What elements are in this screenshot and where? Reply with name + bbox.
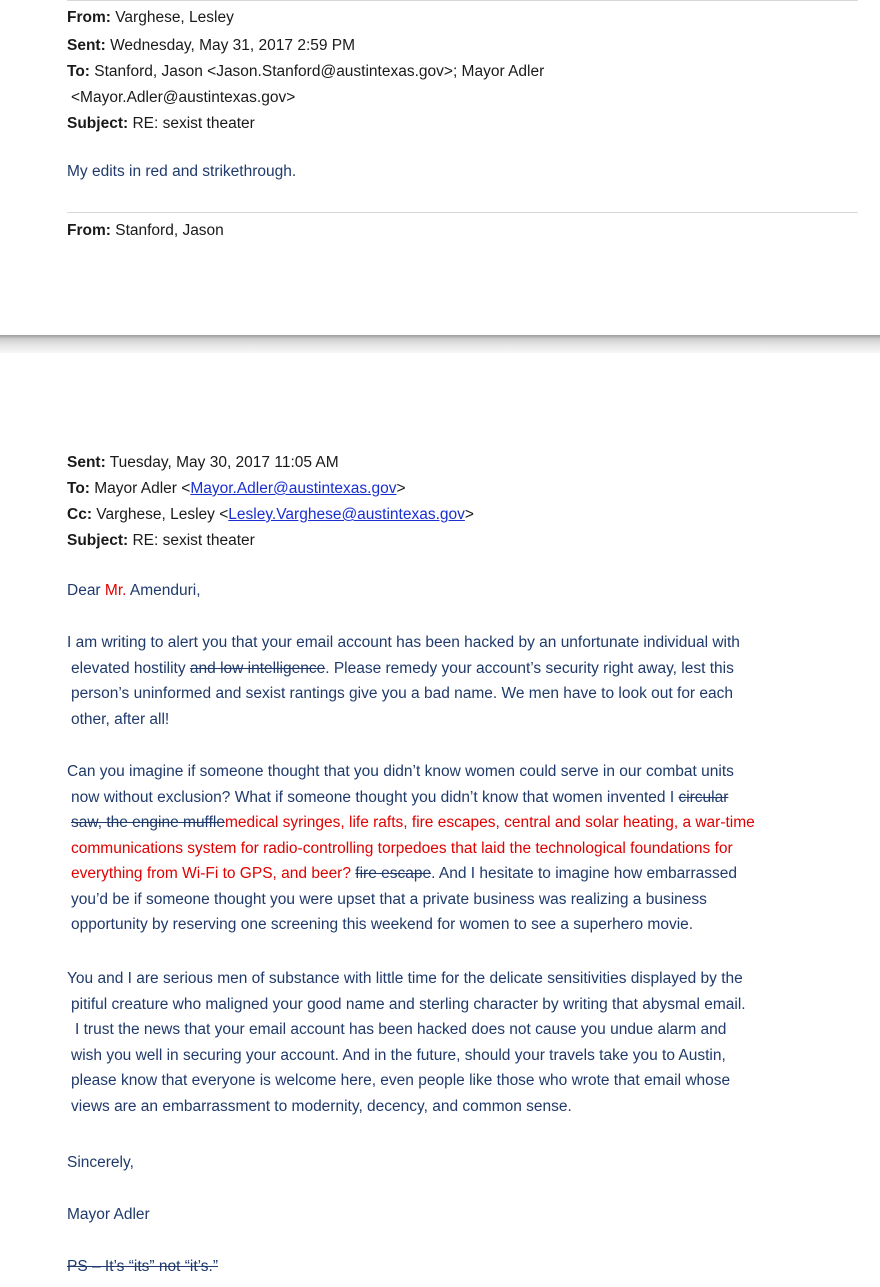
email2-cc-line: [67, 505, 474, 525]
page-break-divider: [0, 335, 880, 353]
email2-subject-line: [67, 531, 255, 551]
email1-subject-line: [67, 114, 255, 134]
cc-close: >: [464, 506, 474, 523]
to-close: >: [396, 480, 406, 497]
cc-email-link[interactable]: Lesley.Varghese@austintexas.gov: [228, 506, 465, 523]
email1-sent-line: [67, 36, 355, 56]
letter-closing: Sincerely,: [67, 1154, 134, 1171]
to-value: Stanford, Jason <Jason.Stanford@austintexas.gov>; Mayor Adler: [94, 63, 545, 80]
paragraph-line: pitiful creature who maligned your good name and sterling character by writing that abysmal email.: [71, 995, 746, 1013]
from-value: Stanford, Jason: [115, 222, 224, 239]
paragraph-line: [67, 785, 867, 811]
paragraph-line: wish you well in securing your account. And in the future, should your travels take you to Austin,: [71, 1046, 726, 1064]
greeting-text: Dear: [67, 582, 105, 599]
red-edit: medical syringes, life rafts, fire escapes, central and solar heating, a war-time: [224, 814, 755, 831]
email1-to-line2: [71, 88, 295, 108]
strikethrough-edit: saw, the engine muffle: [71, 814, 225, 831]
paragraph-line: [67, 656, 867, 682]
greeting-edit: Mr.: [104, 582, 127, 599]
paragraph-line: opportunity by reserving one screening this weekend for women to see a superhero movie.: [71, 916, 694, 933]
greeting-name: Amenduri,: [126, 582, 201, 599]
paragraph-line: you’d be if someone thought you were upset that a private business was realizing a business: [71, 890, 707, 908]
forwarded-email-header-section: [0, 0, 880, 335]
paragraph-line: please know that everyone is welcome here, even people like those who wrote that email whose: [71, 1072, 731, 1089]
paragraph-line: I trust the news that your email account has been hacked does not cause you undue alarm and: [75, 1021, 727, 1038]
strikethrough-edit: fire escape: [355, 865, 432, 882]
to-value-continued: <Mayor.Adler@austintexas.gov>: [71, 89, 296, 106]
email-divider: [67, 212, 858, 213]
subject-value: RE: sexist theater: [132, 532, 255, 549]
letter-signature: Mayor Adler: [67, 1206, 150, 1223]
paragraph-line: I am writing to alert you that your email account has been hacked by an unfortunate individual with: [67, 634, 740, 651]
paragraph-line: [67, 810, 867, 836]
top-divider: [67, 0, 858, 1]
paragraph-line: views are an embarrassment to modernity, decency, and common sense.: [71, 1097, 572, 1115]
sent-label: Sent:: [67, 37, 106, 54]
to-label: To:: [67, 480, 90, 497]
to-name: Mayor Adler <: [94, 480, 191, 497]
text-segment: elevated hostility: [71, 659, 190, 677]
sent-label: Sent:: [67, 454, 106, 471]
paragraph-line: other, after all!: [71, 710, 170, 728]
cc-name: Varghese, Lesley <: [96, 506, 229, 523]
email2-to-line: [67, 479, 406, 499]
paragraph-line: Can you imagine if someone thought that you didn’t know women could serve in our combat units: [67, 763, 734, 780]
letter-paragraph-1: [67, 630, 867, 732]
paragraph-line: person’s uninformed and sexist rantings give you a bad name. We men have to look out for each: [71, 685, 734, 702]
subject-label: Subject:: [67, 115, 129, 132]
to-email-link[interactable]: Mayor.Adler@austintexas.gov: [190, 480, 397, 497]
strikethrough-edit: and low intelligence: [189, 659, 326, 677]
email1-to-line: [67, 62, 544, 82]
text-segment: now without exclusion? What if someone thought you didn’t know that women invented I: [71, 788, 679, 806]
sent-value: Tuesday, May 30, 2017 11:05 AM: [109, 454, 339, 471]
subject-label: Subject:: [67, 532, 129, 549]
sent-value: Wednesday, May 31, 2017 2:59 PM: [110, 37, 356, 54]
text-segment: . Please remedy your account’s security right away, lest this: [325, 659, 734, 677]
letter-postscript: [67, 1254, 867, 1280]
letter-greeting: [67, 578, 867, 604]
paragraph-line: [67, 861, 867, 887]
letter-paragraph-3: [67, 966, 867, 1119]
red-edit-line: communications system for radio-controlling torpedoes that laid the technological foundations for: [71, 839, 733, 857]
text-segment: . And I hesitate to imagine how embarrassed: [431, 865, 737, 882]
strikethrough-edit: PS – It’s “its” not “it’s.”: [67, 1258, 219, 1275]
red-edit: everything from Wi-Fi to GPS, and beer?: [71, 865, 356, 882]
email2-from-line: [67, 221, 224, 241]
to-label: To:: [67, 63, 90, 80]
from-label: From:: [67, 9, 111, 26]
from-value: Varghese, Lesley: [115, 9, 234, 26]
from-label: From:: [67, 222, 111, 239]
paragraph-line: You and I are serious men of substance with little time for the delicate sensitivities displayed by the: [67, 970, 743, 987]
strikethrough-edit: circular: [678, 788, 729, 806]
cc-label: Cc:: [67, 506, 92, 523]
letter-paragraph-2: [67, 759, 867, 938]
email1-body: My edits in red and strikethrough.: [67, 163, 297, 180]
subject-value: RE: sexist theater: [132, 115, 255, 132]
email1-from-line: [67, 8, 234, 28]
email2-sent-line: [67, 453, 339, 473]
